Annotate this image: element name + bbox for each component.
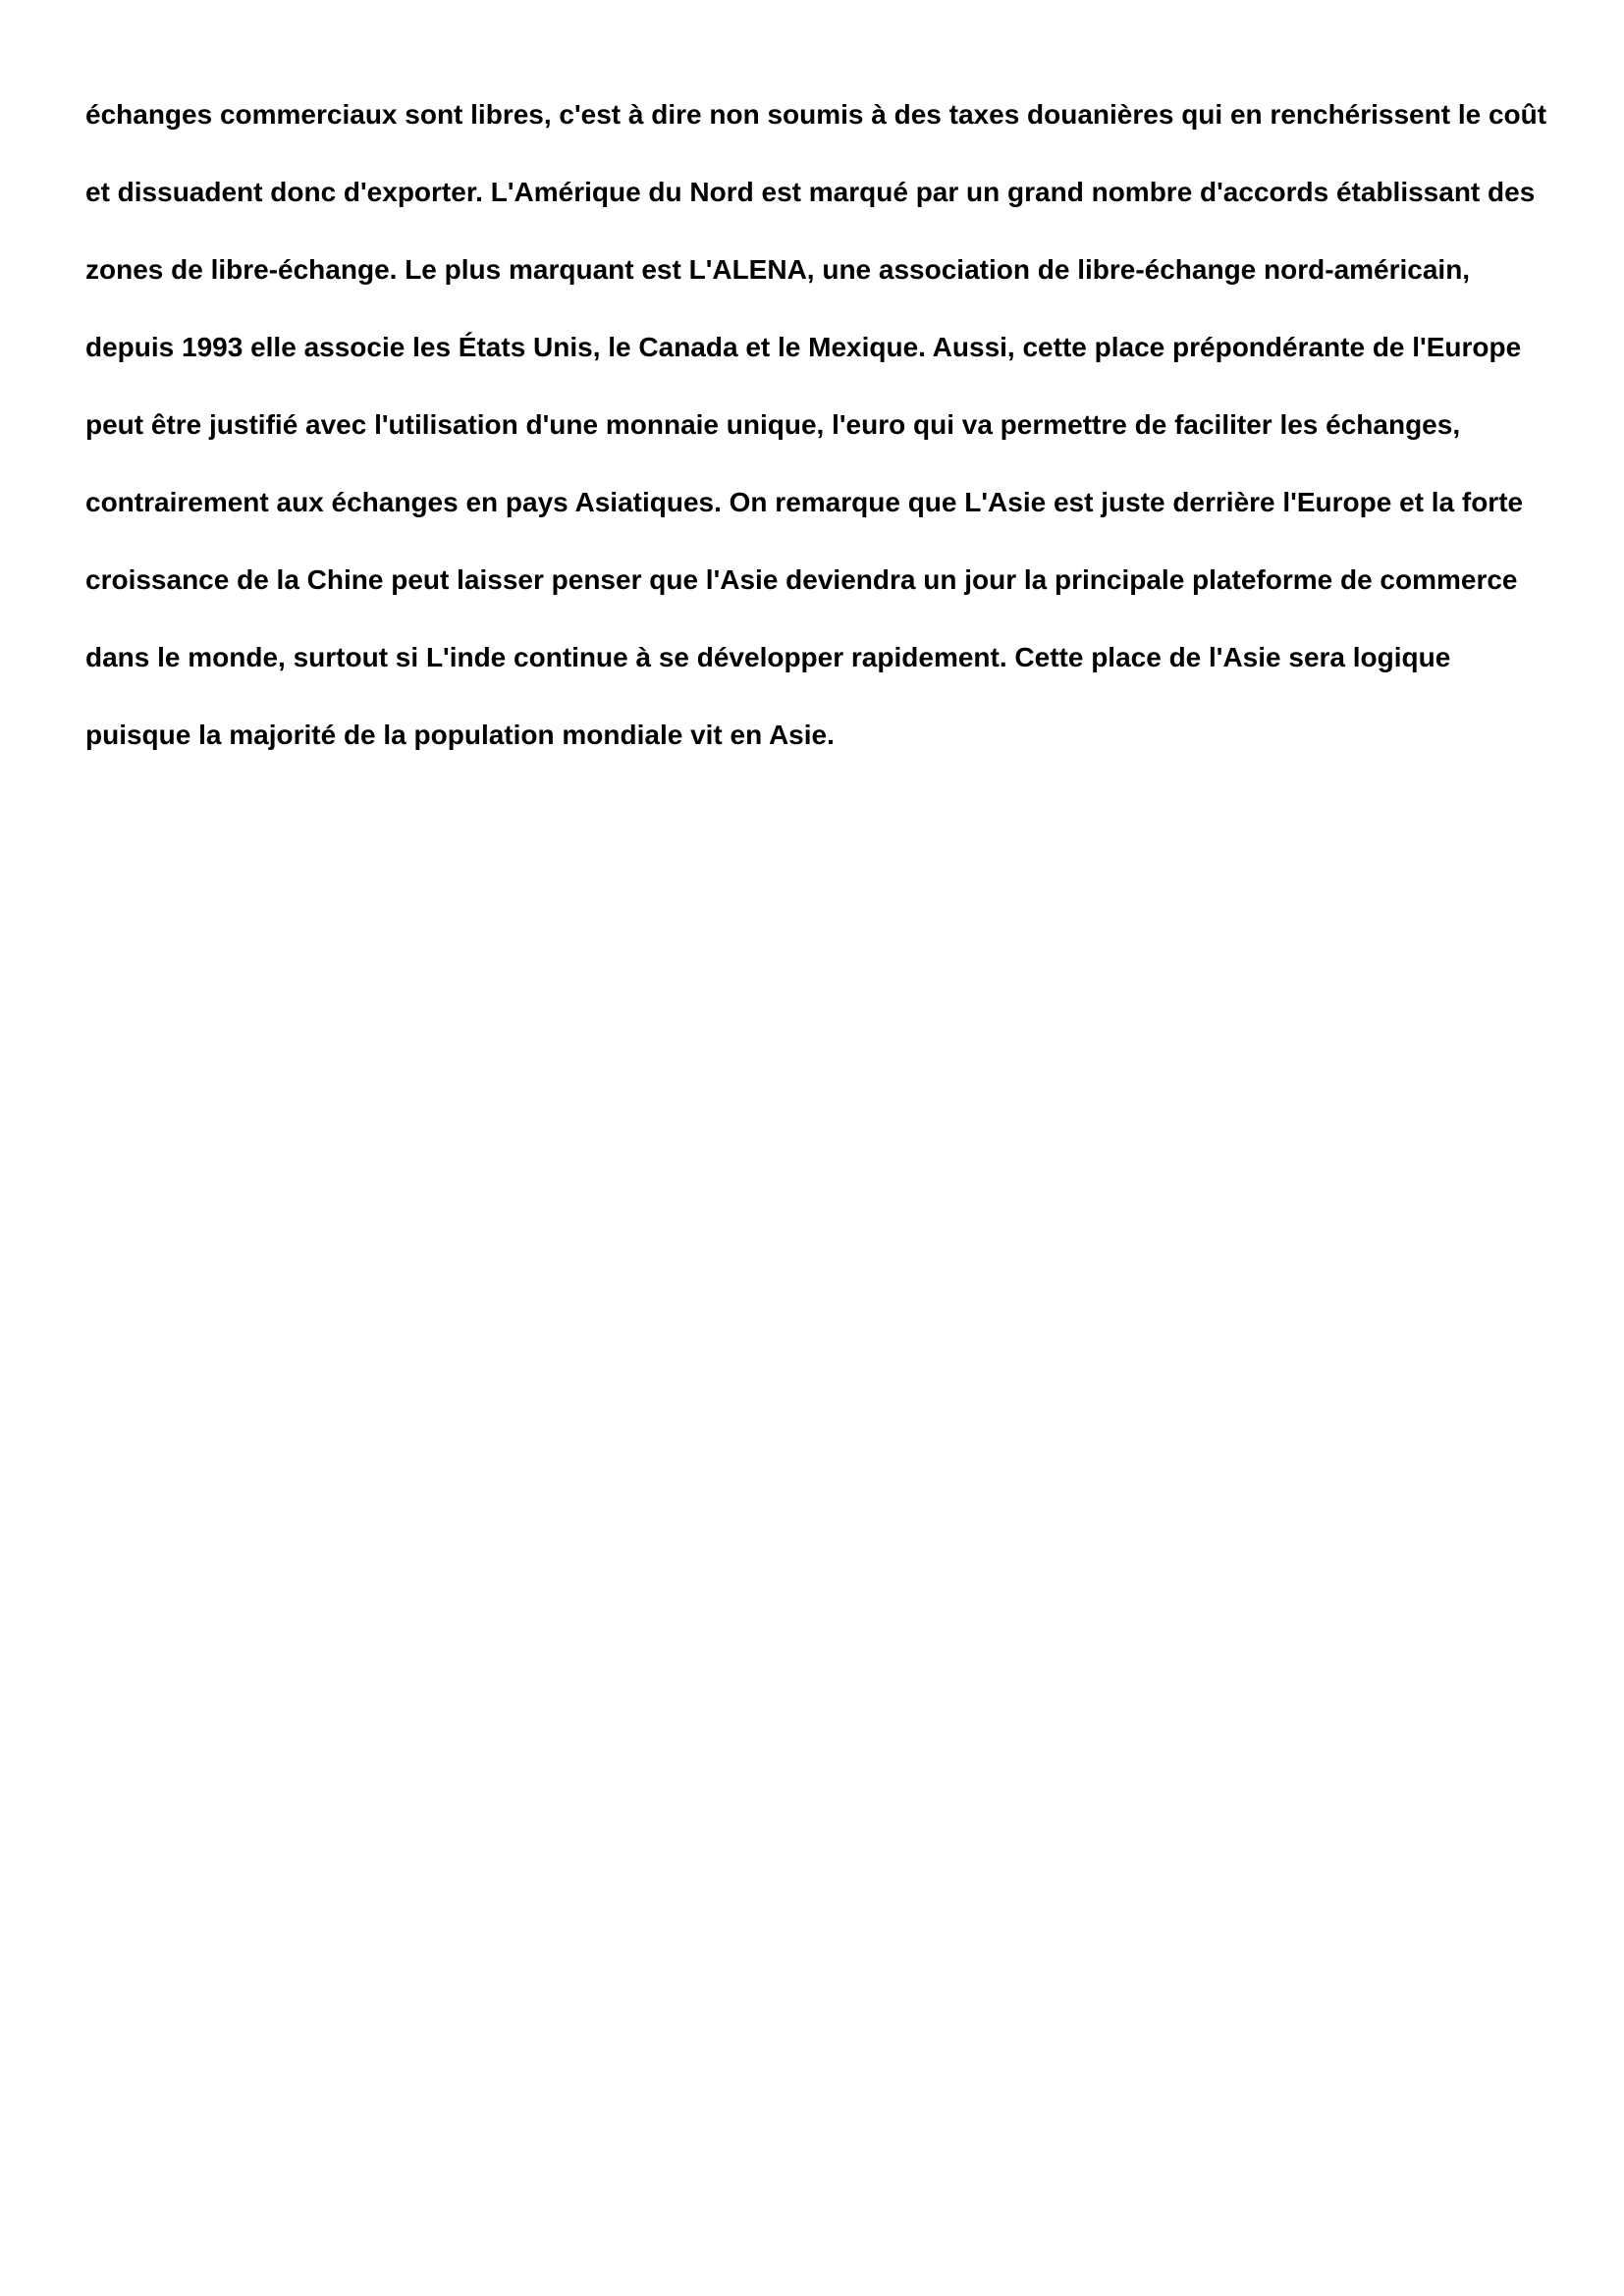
paragraph-line-6: contrairement aux échanges en pays Asiatiques. On remarque que L'Asie est juste derrière l'Europe et la forte bbox=[85, 487, 1524, 517]
paragraph-line-2: et dissuadent donc d'exporter. L'Amérique du Nord est marqué par un grand nombre d'accords établissant des bbox=[85, 177, 1536, 207]
paragraph-line-5: peut être justifié avec l'utilisation d'une monnaie unique, l'euro qui va permettre de faciliter les échanges, bbox=[85, 409, 1461, 440]
paragraph-line-1: échanges commerciaux sont libres, c'est à dire non soumis à des taxes douanières qui en renchérissent le coût bbox=[85, 99, 1547, 130]
paragraph-line-9: puisque la majorité de la population mondiale vit en Asie. bbox=[85, 720, 835, 750]
paragraph-line-7: croissance de la Chine peut laisser penser que l'Asie deviendra un jour la principale plateforme de commerce bbox=[85, 564, 1518, 595]
paragraph-line-3: zones de libre-échange. Le plus marquant est L'ALENA, une association de libre-échange nord-américain, bbox=[85, 254, 1471, 285]
paragraph-line-8: dans le monde, surtout si L'inde continue à se développer rapidement. Cette place de l'Asie sera logique bbox=[85, 642, 1451, 672]
paragraph-line-4: depuis 1993 elle associe les États Unis, le Canada et le Mexique. Aussi, cette place prépondérante de l'Europe bbox=[85, 332, 1522, 362]
